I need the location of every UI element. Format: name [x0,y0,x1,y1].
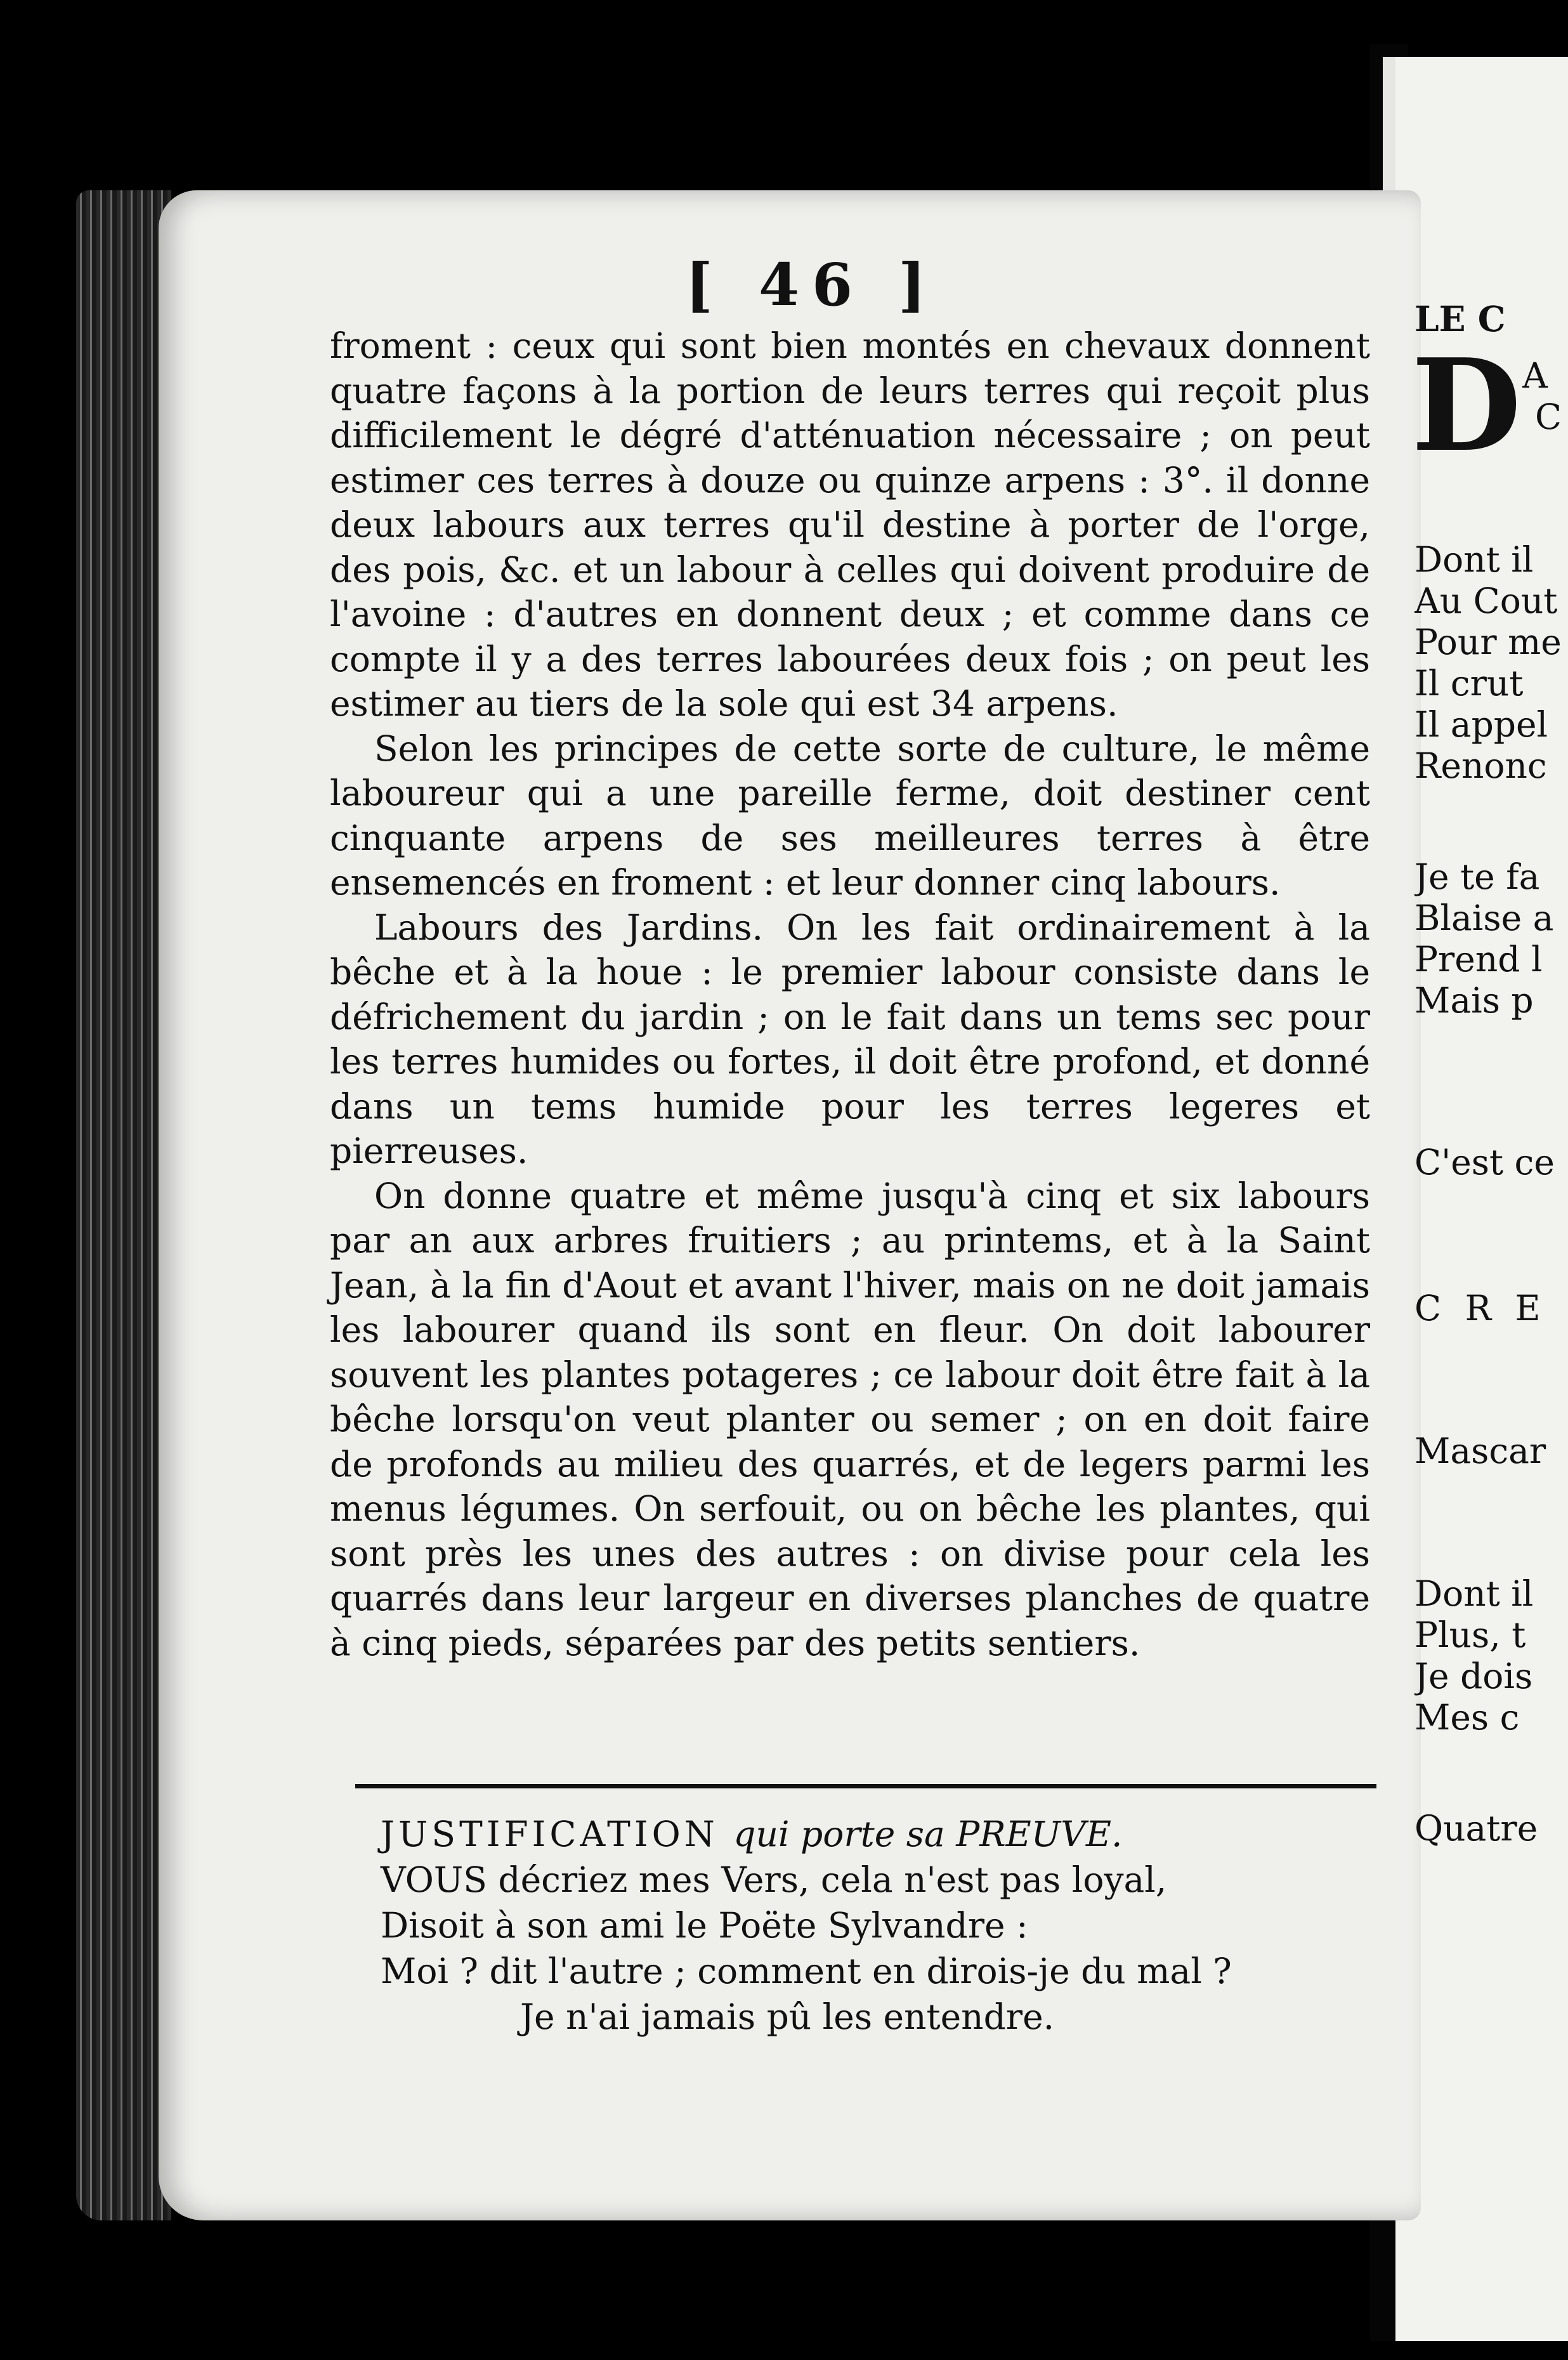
right-page-line: Mais p [1414,980,1534,1021]
right-page-line: Prend l [1414,939,1543,980]
poem-line-4: Je n'ai jamais pû les entendre. [520,1996,1055,2037]
right-page-drop-small-2: C [1535,397,1562,437]
poem-subtitle: qui porte sa PREUVE. [733,1814,1123,1854]
poem-line-3: Moi ? dit l'autre ; comment en dirois-je du mal ? [381,1951,1232,1991]
right-page-line: Je dois [1414,1656,1533,1696]
poem-line-2: Disoit à son ami le Poëte Sylvandre : [381,1905,1028,1946]
paragraph-3: Labours des Jardins. On les fait ordinairement à la bêche et à la houe : le premier labour consiste dans le défrichement du jardin ; on le fait dans un tems sec pour les terres humides ou fortes, il doit être profond, et donné dans un tems humide pour les terres legeres et pierreuses. [330,907,1370,1171]
right-page-line: Je te fa [1414,856,1540,897]
poem-line-1: VOUS décriez mes Vers, cela n'est pas loyal, [381,1859,1167,1900]
right-page-line: Dont il [1414,1573,1534,1614]
right-page-line: Il crut [1414,663,1524,704]
right-page-drop-cap: D [1411,331,1522,480]
right-page-heading-2: C R E [1414,1288,1547,1328]
section-divider [355,1784,1376,1788]
paragraph-2: Selon les principes de cette sorte de culture, le même laboureur qui a une pareille ferme, doit destiner cent cinquante arpens de ses meilleures terres à être ensemencés en froment : et leur donner cinq labours. [330,728,1370,903]
right-page-line: Au Cout [1414,580,1558,621]
page-number: [ 46 ] [685,251,939,319]
page-edges [76,190,171,2220]
right-page-line: Quatre [1414,1808,1538,1849]
right-page-line: C'est ce [1414,1142,1555,1183]
right-page-line: Mascar [1414,1431,1546,1471]
body-text [330,324,1370,1665]
paragraph-4: On donne quatre et même jusqu'à cinq et six labours par an aux arbres fruitiers ; au printems, et à la Saint Jean, à la fin d'Aout et avant l'hiver, mais on ne doit jamais les labourer quand ils sont en fleur. On doit labourer souvent les plantes potageres ; ce labour doit être fait à la bêche lorsqu'on veut planter ou semer ; on en doit faire de profonds au milieu des quarrés, et de legers parmi les menus légumes. On serfouit, ou on bêche les plantes, qui sont près les unes des autres : on divise pour cela les quarrés dans leur largeur en diverses planches de quatre à cinq pieds, séparées par des petits sentiers. [330,1175,1370,1663]
poem-title-line [381,1811,1395,1857]
right-page-line: Blaise a [1414,898,1554,938]
right-page-line: Mes c [1414,1697,1520,1738]
right-page-line: Il appel [1414,704,1548,745]
right-page-line: Dont il [1414,539,1534,580]
right-page-line: Pour me [1414,622,1562,662]
right-page-line: Plus, t [1414,1615,1526,1655]
poem-title: JUSTIFICATION [381,1814,719,1854]
right-page-line: Renonc [1414,745,1547,786]
poem [381,1811,1395,2040]
right-page-heading: LE C [1414,298,1506,339]
paragraph-1: froment : ceux qui sont bien montés en chevaux donnent quatre façons à la portion de leurs terres qui reçoit plus difficilement le dégré d'atténuation nécessaire ; on peut estimer ces terres à douze ou quinze arpens : 3°. il donne deux labours aux terres qu'il destine à porter de l'orge, des pois, &c. et un labour à celles qui doivent produire de l'avoine : d'autres en donnent deux ; et comme dans ce compte il y a des terres labourées deux fois ; on peut les estimer au tiers de la sole qui est 34 arpens. [330,325,1370,724]
right-page-drop-small-1: A [1522,355,1548,396]
